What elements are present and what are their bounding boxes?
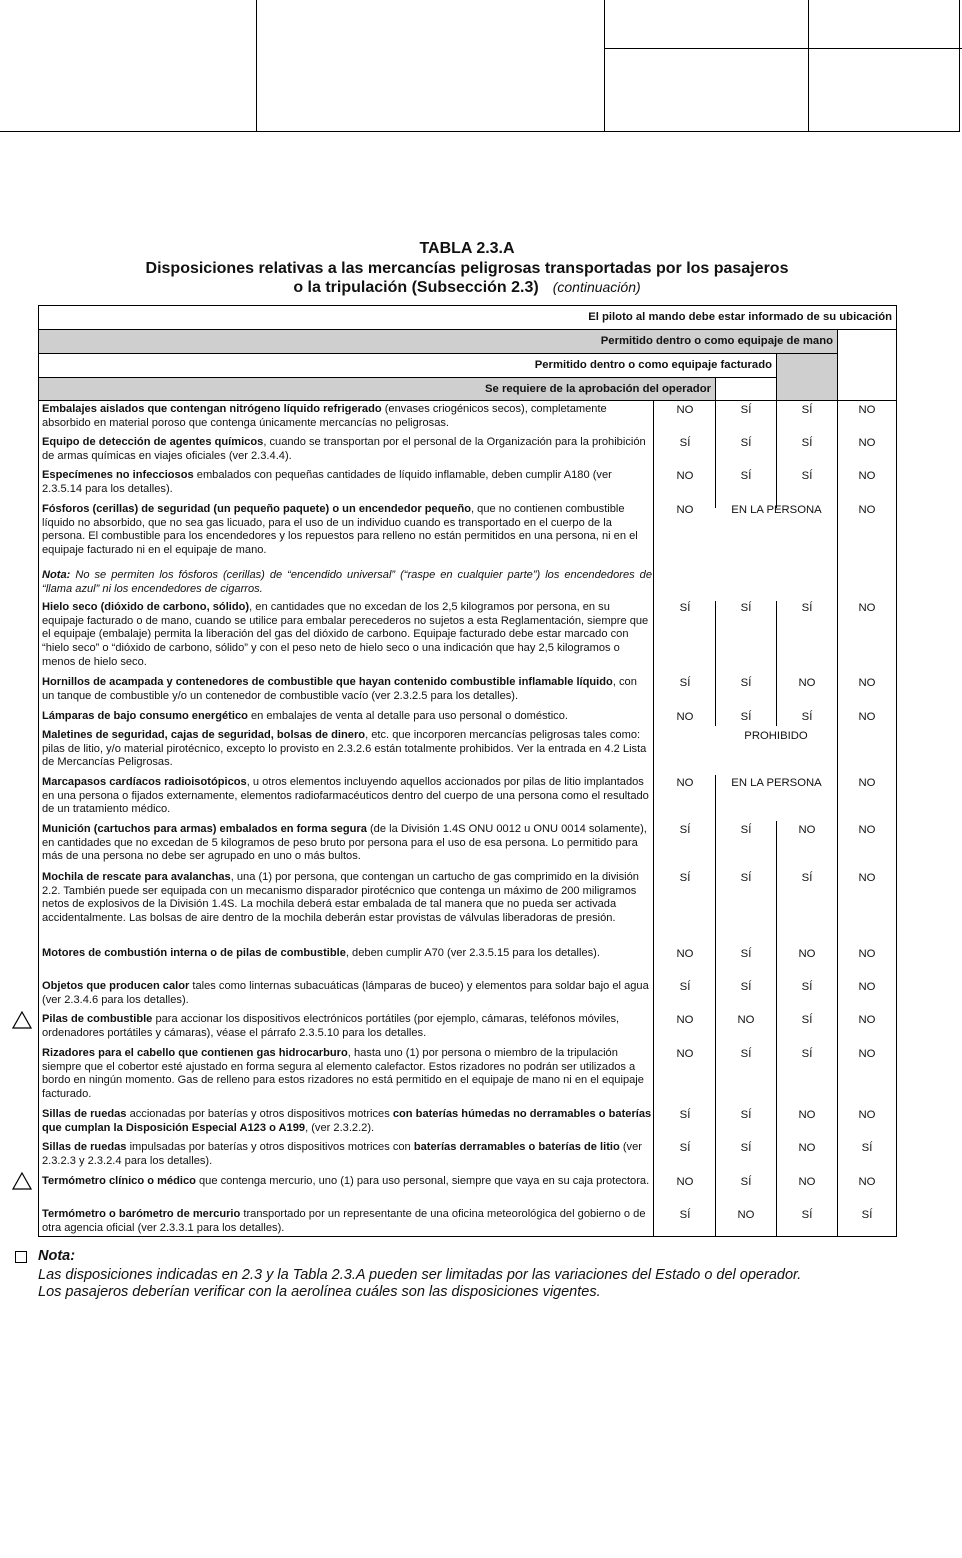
row-note — [42, 569, 652, 596]
cell-operator: SÍ — [679, 437, 691, 449]
cell-checked: SÍ — [740, 1048, 752, 1060]
item-detail: , con un tanque de combustible y/o un contenedor de combustible vacío (ver 2.3.2.5 para los detalles). — [42, 676, 637, 702]
row-description — [42, 871, 652, 926]
item-name: Sillas de ruedas — [42, 1108, 127, 1120]
item-name: Embalajes aislados que contengan nitrógeno líquido refrigerado — [42, 403, 382, 415]
cell-checked: SÍ — [740, 602, 752, 614]
change-triangle-icon — [12, 1172, 32, 1190]
cell-operator: SÍ — [679, 677, 691, 689]
cell-operator: NO — [676, 711, 694, 723]
cell-carry-on: NO — [798, 1176, 816, 1188]
item-name: Sillas de ruedas — [42, 1141, 127, 1153]
item-name: Munición (cartuchos para armas) embalados en forma segura — [42, 823, 367, 835]
item-name: Hielo seco (dióxido de carbono, sólido) — [42, 601, 250, 613]
item-name: Especímenes no infecciosos — [42, 469, 194, 481]
cell-pilot: NO — [858, 948, 876, 960]
note-text: No se permiten los fósforos (cerillas) de “encendido universal” (“raspe en cualquier parte”) los encendedores de “llama azul” ni los encendedores de cigarros. — [42, 569, 652, 595]
item-detail: para accionar los dispositivos electrónicos portátiles (por ejemplo, cámaras, teléfonos móviles, ordenadores portátiles y cámaras), véase el párrafo 2.3.5.10 para los detalles. — [42, 1013, 620, 1039]
item-name: Marcapasos cardíacos radioisotópicos — [42, 776, 247, 788]
cell-checked: NO — [737, 1014, 755, 1026]
row-description — [42, 1175, 652, 1189]
row-description — [42, 776, 652, 817]
grid-line — [776, 353, 777, 401]
row-description — [42, 503, 652, 558]
cell-pilot: NO — [858, 1109, 876, 1121]
cell-operator: SÍ — [679, 1142, 691, 1154]
grid-line — [837, 329, 838, 401]
cell-pilot: NO — [858, 981, 876, 993]
item-name: Termómetro clínico o médico — [42, 1175, 196, 1187]
cell-pilot: NO — [858, 504, 876, 516]
cell-checked: SÍ — [740, 437, 752, 449]
cell-carry-on: NO — [798, 948, 816, 960]
item-detail: (de la División 1.4S ONU 0012 u ONU 0014 solamente), en cantidades que no excedan de 5 kilogramos de peso bruto por persona para el uso de esa persona. Lo permitido para más de una persona no debe ser agrupado en uno o más bultos. — [42, 823, 647, 863]
cell-checked: SÍ — [740, 404, 752, 416]
cell-checked: SÍ — [740, 711, 752, 723]
item-name-extra: con baterías húmedas no derramables o baterías que cumplan la Disposición Especial A123 o A199 — [42, 1108, 652, 1134]
item-name: Fósforos (cerillas) de seguridad (un pequeño paquete) o un encendedor pequeño — [42, 503, 471, 515]
cell-carry-on: SÍ — [801, 437, 813, 449]
item-detail: embalados con pequeñas cantidades de líquido inflamable, deben cumplir A180 (ver 2.3.5.14 para los detalles). — [42, 469, 612, 495]
item-name: Pilas de combustible — [42, 1013, 153, 1025]
cell-operator: NO — [676, 948, 694, 960]
cell-pilot: NO — [858, 1048, 876, 1060]
cell-carry-on: SÍ — [801, 872, 813, 884]
row-description — [42, 403, 652, 430]
item-detail: transportado por un representante de una oficina meteorológica del gobierno o de otra agencia oficial (ver 2.3.3.1 para los detalles). — [42, 1208, 646, 1234]
cell-operator: NO — [676, 404, 694, 416]
grid-line — [39, 400, 896, 401]
cell-carry-on: SÍ — [801, 1048, 813, 1060]
footnote-line-2: Los pasajeros deberían verificar con la aerolínea cuáles son las disposiciones vigentes. — [38, 1284, 601, 1300]
note-label: Nota: — [42, 569, 71, 581]
item-detail-extra: (ver 2.3.2.3 y 2.3.2.4 para los detalles). — [42, 1141, 642, 1167]
header-divider — [604, 0, 605, 131]
hazmat-table — [38, 305, 897, 1237]
row-description — [42, 1013, 652, 1040]
row-description — [42, 980, 652, 1007]
header-gray-fill — [776, 354, 837, 401]
row-description — [42, 469, 652, 496]
continuation-label: (continuación) — [552, 279, 641, 295]
cell-pilot: NO — [858, 602, 876, 614]
cell-operator: NO — [676, 470, 694, 482]
item-name: Rizadores para el cabello que contienen gas hidrocarburo — [42, 1047, 348, 1059]
item-detail: , en cantidades que no excedan de los 2,5 kilogramos por persona, en su equipaje facturado o de mano, cuando se utilice para embalar perecederos no sujetos a esta Reglamentación, siempre que el equipaje (embalaje) permita la liberación del gas del dióxido de carbono. Equipaje facturado debe estar marcado con “hielo seco” o “dióxido de carbono, sólido” y con el peso neto de hielo seco o una indicación que hay 2,5 kilogramos o menos de hielo seco. — [42, 601, 649, 668]
item-name: Maletines de seguridad, cajas de seguridad, bolsas de dinero — [42, 729, 366, 741]
change-triangle-icon — [12, 1011, 32, 1029]
header-divider — [256, 0, 257, 131]
header-divider — [604, 48, 962, 49]
cell-carry-on: NO — [798, 1109, 816, 1121]
cell-operator: SÍ — [679, 824, 691, 836]
cell-pilot: SÍ — [861, 1142, 873, 1154]
item-name: Objetos que producen calor — [42, 980, 190, 992]
cell-checked: SÍ — [740, 981, 752, 993]
item-name-extra: baterías derramables o baterías de litio — [413, 1141, 620, 1153]
cell-carry-on: SÍ — [801, 470, 813, 482]
row-description — [42, 729, 652, 770]
cell-pilot: NO — [858, 872, 876, 884]
item-name: Mochila de rescate para avalanchas — [42, 871, 231, 883]
cell-carry-on: SÍ — [801, 1209, 813, 1221]
cell-checked: SÍ — [740, 1176, 752, 1188]
item-detail: (envases criogénicos secos), completamente absorbido en material poroso que contenga únicamente mercancías no peligrosas. — [42, 403, 607, 429]
cell-prohibited: PROHIBIDO — [744, 730, 808, 742]
item-detail-extra: , (ver 2.3.2.2). — [305, 1121, 375, 1134]
header-divider — [808, 0, 809, 131]
header-pilot: El piloto al mando debe estar informado de su ubicación — [588, 311, 892, 323]
header-operator: Se requiere de la aprobación del operador — [39, 378, 715, 401]
item-name: Motores de combustión interna o de pilas de combustible — [42, 947, 346, 959]
cell-checked: SÍ — [740, 948, 752, 960]
footnote-line-1: Las disposiciones indicadas en 2.3 y la Tabla 2.3.A pueden ser limitadas por las variaciones del Estado o del operador. — [38, 1267, 802, 1283]
item-detail: , etc. que incorporen mercancías peligrosas tales como: pilas de litio, y/o material pirotécnico, excepto lo provisto en 2.3.2.6 están totalmente prohibidos. Ver la entrada en 4.2 Lista de Mercancías Peligrosas. — [42, 729, 647, 769]
item-detail: tales como linternas subacuáticas (lámparas de buceo) y elementos para soldar bajo el agua (ver 2.3.4.6 para los detalles). — [42, 980, 649, 1006]
cell-carry-on: SÍ — [801, 981, 813, 993]
cell-pilot: NO — [858, 437, 876, 449]
cell-operator: NO — [676, 504, 694, 516]
cell-checked: SÍ — [740, 824, 752, 836]
header-frame — [0, 0, 960, 132]
grid-line — [39, 377, 776, 378]
cell-carry-on: SÍ — [801, 711, 813, 723]
cell-carry-on: SÍ — [801, 602, 813, 614]
footnote-text — [38, 1267, 938, 1301]
cell-checked: SÍ — [740, 1109, 752, 1121]
item-name: Equipo de detección de agentes químicos — [42, 436, 264, 448]
cell-carry-on: NO — [798, 677, 816, 689]
cell-carry-on: SÍ — [801, 404, 813, 416]
cell-operator: SÍ — [679, 1209, 691, 1221]
item-detail: impulsadas por baterías y otros dispositivos motrices con — [126, 1141, 414, 1153]
item-detail: , hasta uno (1) por persona o miembro de la tripulación siempre que el cobertor esté ajustado en forma segura al elemento calefactor. Estos rizadores no podrán ser utilizados a bordo en ningún momento. Gas de relleno para estos rizadores no está permitido en el equipaje de mano ni en el equipaje facturado. — [42, 1047, 644, 1101]
cell-pilot: NO — [858, 1176, 876, 1188]
cell-operator: NO — [676, 777, 694, 789]
row-description — [42, 1141, 652, 1168]
row-description — [42, 676, 652, 703]
cell-operator: SÍ — [679, 981, 691, 993]
row-description — [42, 601, 652, 670]
cell-pilot: NO — [858, 470, 876, 482]
cell-checked: SÍ — [740, 1142, 752, 1154]
cell-checked: SÍ — [740, 677, 752, 689]
cell-operator: SÍ — [679, 872, 691, 884]
item-name: Hornillos de acampada y contenedores de combustible que hayan contenido combustible inflamable líquido — [42, 676, 613, 688]
table-subtitle-2-text: o la tripulación (Subsección 2.3) — [293, 279, 539, 296]
cell-checked: SÍ — [740, 872, 752, 884]
item-detail: , deben cumplir A70 (ver 2.3.5.15 para los detalles). — [345, 947, 600, 959]
item-detail: , que no contienen combustible líquido no absorbido, que no sea gas licuado, para el uso de un individuo cuando es transportado en el cuerpo de la persona. El combustible para los encendedores y los repuestos para relleno no están permitidos en una persona, ni en el equipaje facturado ni en el equipaje de mano. — [42, 503, 638, 557]
cell-carry-on: SÍ — [801, 1014, 813, 1026]
item-detail: , u otros elementos incluyendo aquellos accionados por pilas de litio implantados en una persona o fijados externamente, elementos radiofarmacéuticos dentro del cuerpo de una persona como el resultado de un tratamiento médico. — [42, 776, 649, 816]
cell-pilot: NO — [858, 711, 876, 723]
grid-line — [39, 329, 896, 330]
table-subtitle-1: Disposiciones relativas a las mercancías peligrosas transportadas por los pasajeros — [145, 260, 789, 277]
header-checked: Permitido dentro o como equipaje facturado — [39, 354, 776, 378]
row-description — [42, 947, 652, 961]
item-detail: , una (1) por persona, que contengan un cartucho de gas comprimido en la división 2.2. También puede ser equipada con un mecanismo disparador pirotécnico que contenga un máximo de 200 miligramos netos de explosivos de la División 1.4S. La mochila deberá estar embalada de tal manera que no pueda ser activada accidentalmente. Las bolsas de aire dentro de la mochila deberán estar provistas de válvulas liberadoras de presión. — [42, 871, 639, 925]
header-carry-on: Permitido dentro o como equipaje de mano — [39, 330, 837, 354]
cell-operator: NO — [676, 1014, 694, 1026]
cell-on-person: EN LA PERSONA — [731, 504, 822, 516]
row-description — [42, 1208, 652, 1235]
item-name: Lámparas de bajo consumo energético — [42, 710, 248, 722]
item-name: Termómetro o barómetro de mercurio — [42, 1208, 241, 1220]
item-detail: accionadas por baterías y otros dispositivos motrices — [126, 1108, 393, 1120]
grid-line — [653, 400, 654, 1237]
cell-pilot: NO — [858, 1014, 876, 1026]
row-description — [42, 1047, 652, 1102]
cell-operator: SÍ — [679, 602, 691, 614]
table-title: TABLA 2.3.A — [419, 240, 515, 257]
cell-pilot: NO — [858, 677, 876, 689]
cell-on-person: EN LA PERSONA — [731, 777, 822, 789]
row-description — [42, 710, 652, 724]
cell-operator: NO — [676, 1048, 694, 1060]
cell-pilot: SÍ — [861, 1209, 873, 1221]
row-description — [42, 436, 652, 463]
item-detail: que contenga mercurio, uno (1) para uso personal, siempre que vaya en su caja protectora. — [195, 1175, 650, 1187]
row-description — [42, 823, 652, 864]
footnote-label: Nota: — [38, 1248, 76, 1264]
item-detail: en embalajes de venta al detalle para uso personal o doméstico. — [247, 710, 568, 722]
cell-carry-on: NO — [798, 1142, 816, 1154]
cell-pilot: NO — [858, 777, 876, 789]
cell-checked: SÍ — [740, 470, 752, 482]
grid-line — [715, 775, 716, 1237]
grid-line — [715, 377, 716, 401]
item-detail: , cuando se transportan por el personal de la Organización para la prohibición de armas químicas en viajes oficiales (ver 2.3.4.4). — [42, 436, 646, 462]
cell-operator: NO — [676, 1176, 694, 1188]
grid-line — [776, 601, 777, 726]
grid-line — [39, 353, 837, 354]
row-description — [42, 1108, 652, 1135]
cell-carry-on: NO — [798, 824, 816, 836]
grid-line — [715, 601, 716, 726]
table-subtitle-2 — [0, 279, 934, 297]
cell-pilot: NO — [858, 404, 876, 416]
note-square-icon — [15, 1251, 27, 1263]
cell-checked: NO — [737, 1209, 755, 1221]
cell-pilot: NO — [858, 824, 876, 836]
cell-operator: SÍ — [679, 1109, 691, 1121]
